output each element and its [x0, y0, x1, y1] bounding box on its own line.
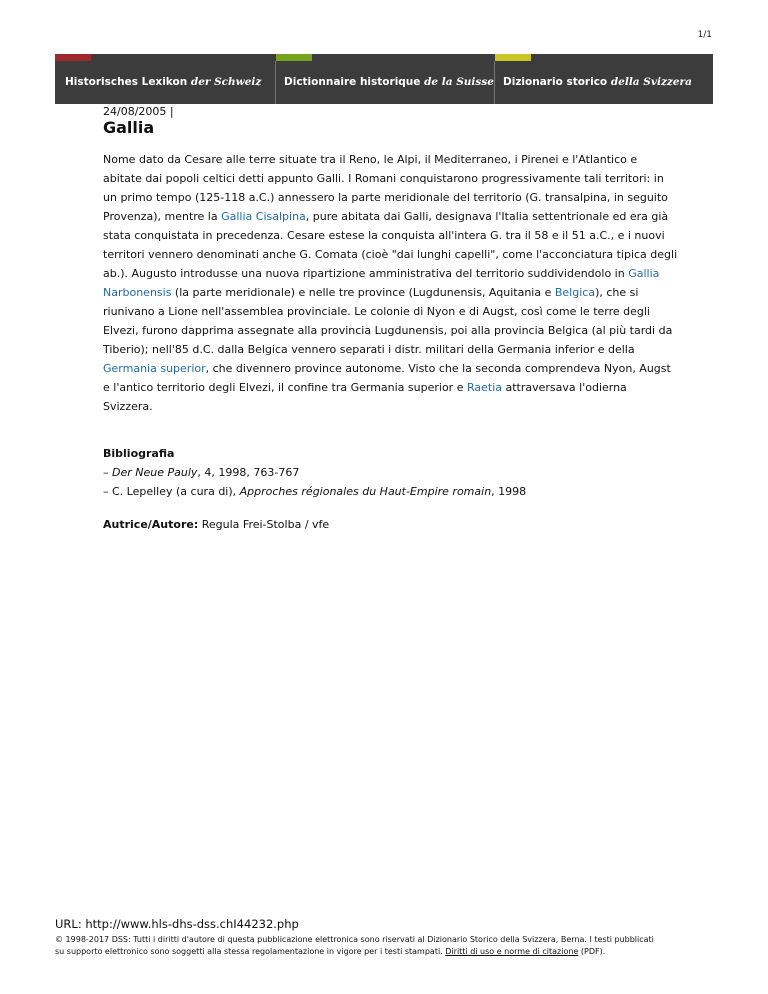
banner-stripe-yellow — [495, 54, 531, 61]
banner-title-italian[interactable] — [503, 61, 692, 104]
article-date: 24/08/2005 | — [103, 105, 174, 118]
footer-legal-tail: (PDF). — [578, 947, 606, 956]
article-title: Gallia — [103, 118, 155, 137]
footer-legal — [55, 934, 655, 958]
bibliography-suffix: , 1998 — [491, 485, 527, 498]
banner-italian-plain: Dizionario storico — [503, 76, 611, 88]
article-link-gallia-cisalpina[interactable]: Gallia Cisalpina — [221, 210, 306, 223]
article-link-germania-superior[interactable]: Germania superior — [103, 362, 206, 375]
article-link-gallia-narbonensis[interactable]: Gallia Narbonensis — [103, 267, 660, 299]
article-link-raetia[interactable]: Raetia — [466, 381, 502, 394]
article-text: , pure abitata dai Galli, designava l'Italia settentrionale ed era già stata conquistata in precedenza. Cesare estese la conquista all'intera G. tra il 58 e il 51 a.C., e i nuovi territori vennero denominati anche G. Comata (cioè "dai lunghi capelli", come l'acconciatura tipica degli ab.). Augusto introdusse una nuova ripartizione amministrativa del territorio suddividendolo in — [103, 210, 678, 280]
banner-german-italic: der Schweiz — [190, 76, 262, 88]
bibliography-suffix: , 4, 1998, 763-767 — [197, 466, 300, 479]
bibliography-prefix: – — [103, 466, 112, 479]
bibliography-title: Approches régionales du Haut-Empire romain — [239, 485, 492, 498]
banner-title-german[interactable] — [65, 61, 261, 104]
banner-stripe-green — [276, 54, 312, 61]
author-name: Regula Frei-Stolba / vfe — [198, 518, 330, 531]
bibliography-title: Der Neue Pauly — [112, 466, 198, 479]
page-counter: 1/1 — [697, 30, 712, 40]
footer-legal-text: © 1998-2017 DSS: Tutti i diritti d'autore di questa pubblicazione elettronica sono riservati al Dizionario Storico della Svizzera, Berna. I testi pubblicati su supporto elettronico sono soggetti alla stessa regolamentazione in vigore per i testi stampati. — [55, 935, 654, 956]
footer-url: URL: http://www.hls-dhs-dss.chI44232.php — [55, 917, 299, 931]
article-content — [103, 105, 678, 534]
citation-rules-link[interactable]: Diritti di uso e norme di citazione — [445, 947, 579, 956]
banner-stripe-red — [55, 54, 91, 61]
article-link-belgica[interactable]: Belgica — [554, 286, 596, 299]
banner-divider — [494, 61, 495, 104]
banner-italian-italic: della Svizzera — [610, 76, 692, 88]
bibliography-entry — [103, 463, 678, 482]
site-banner — [55, 54, 713, 104]
article-text: Nome dato da Cesare alle terre situate tra il Reno, le Alpi, il Mediterraneo, i Pirenei e l'Atlantico e abitate dai popoli celtici detti appunto Galli. I Romani conquistarono progressivamente tali territori: in un primo tempo (125-118 a.C.) annessero la parte meridionale del territorio (G. transalpina, in seguito Provenza), mentre la — [103, 153, 668, 223]
banner-divider — [275, 61, 276, 104]
article-text: , che divennero province autonome. Visto che la seconda comprendeva Nyon, Augst e l'antico territorio degli Elvezi, il confine tra Germania superior e — [103, 362, 671, 394]
page-footer — [55, 917, 655, 958]
bibliography-heading: Bibliografia — [103, 447, 175, 460]
article-body — [103, 150, 678, 416]
article-text: (la parte meridionale) e nelle tre province (Lugdunensis, Aquitania e — [171, 286, 555, 299]
banner-french-plain: Dictionnaire historique — [284, 76, 425, 88]
bibliography-entry — [103, 482, 678, 501]
banner-french-italic: de la Suisse — [424, 76, 494, 88]
article-text: attraversava l'odierna Svizzera. — [103, 381, 627, 413]
article-text: ), che si riunivano a Lione nell'assemblea provinciale. Le colonie di Nyon e di Augst, così come le terre degli Elvezi, furono dapprima assegnate alla provincia Lugdunensis, poi alla provincia Belgica (al più tardi da Tiberio); nell'85 d.C. dalla Belgica vennero separati i distr. militari della Germania inferior e della — [103, 286, 673, 356]
bibliography-prefix: – C. Lepelley (a cura di), — [103, 485, 240, 498]
author-label: Autrice/Autore: — [103, 518, 199, 531]
banner-german-plain: Historisches Lexikon — [65, 76, 191, 88]
author-line — [103, 515, 678, 534]
banner-title-french[interactable] — [284, 61, 494, 104]
